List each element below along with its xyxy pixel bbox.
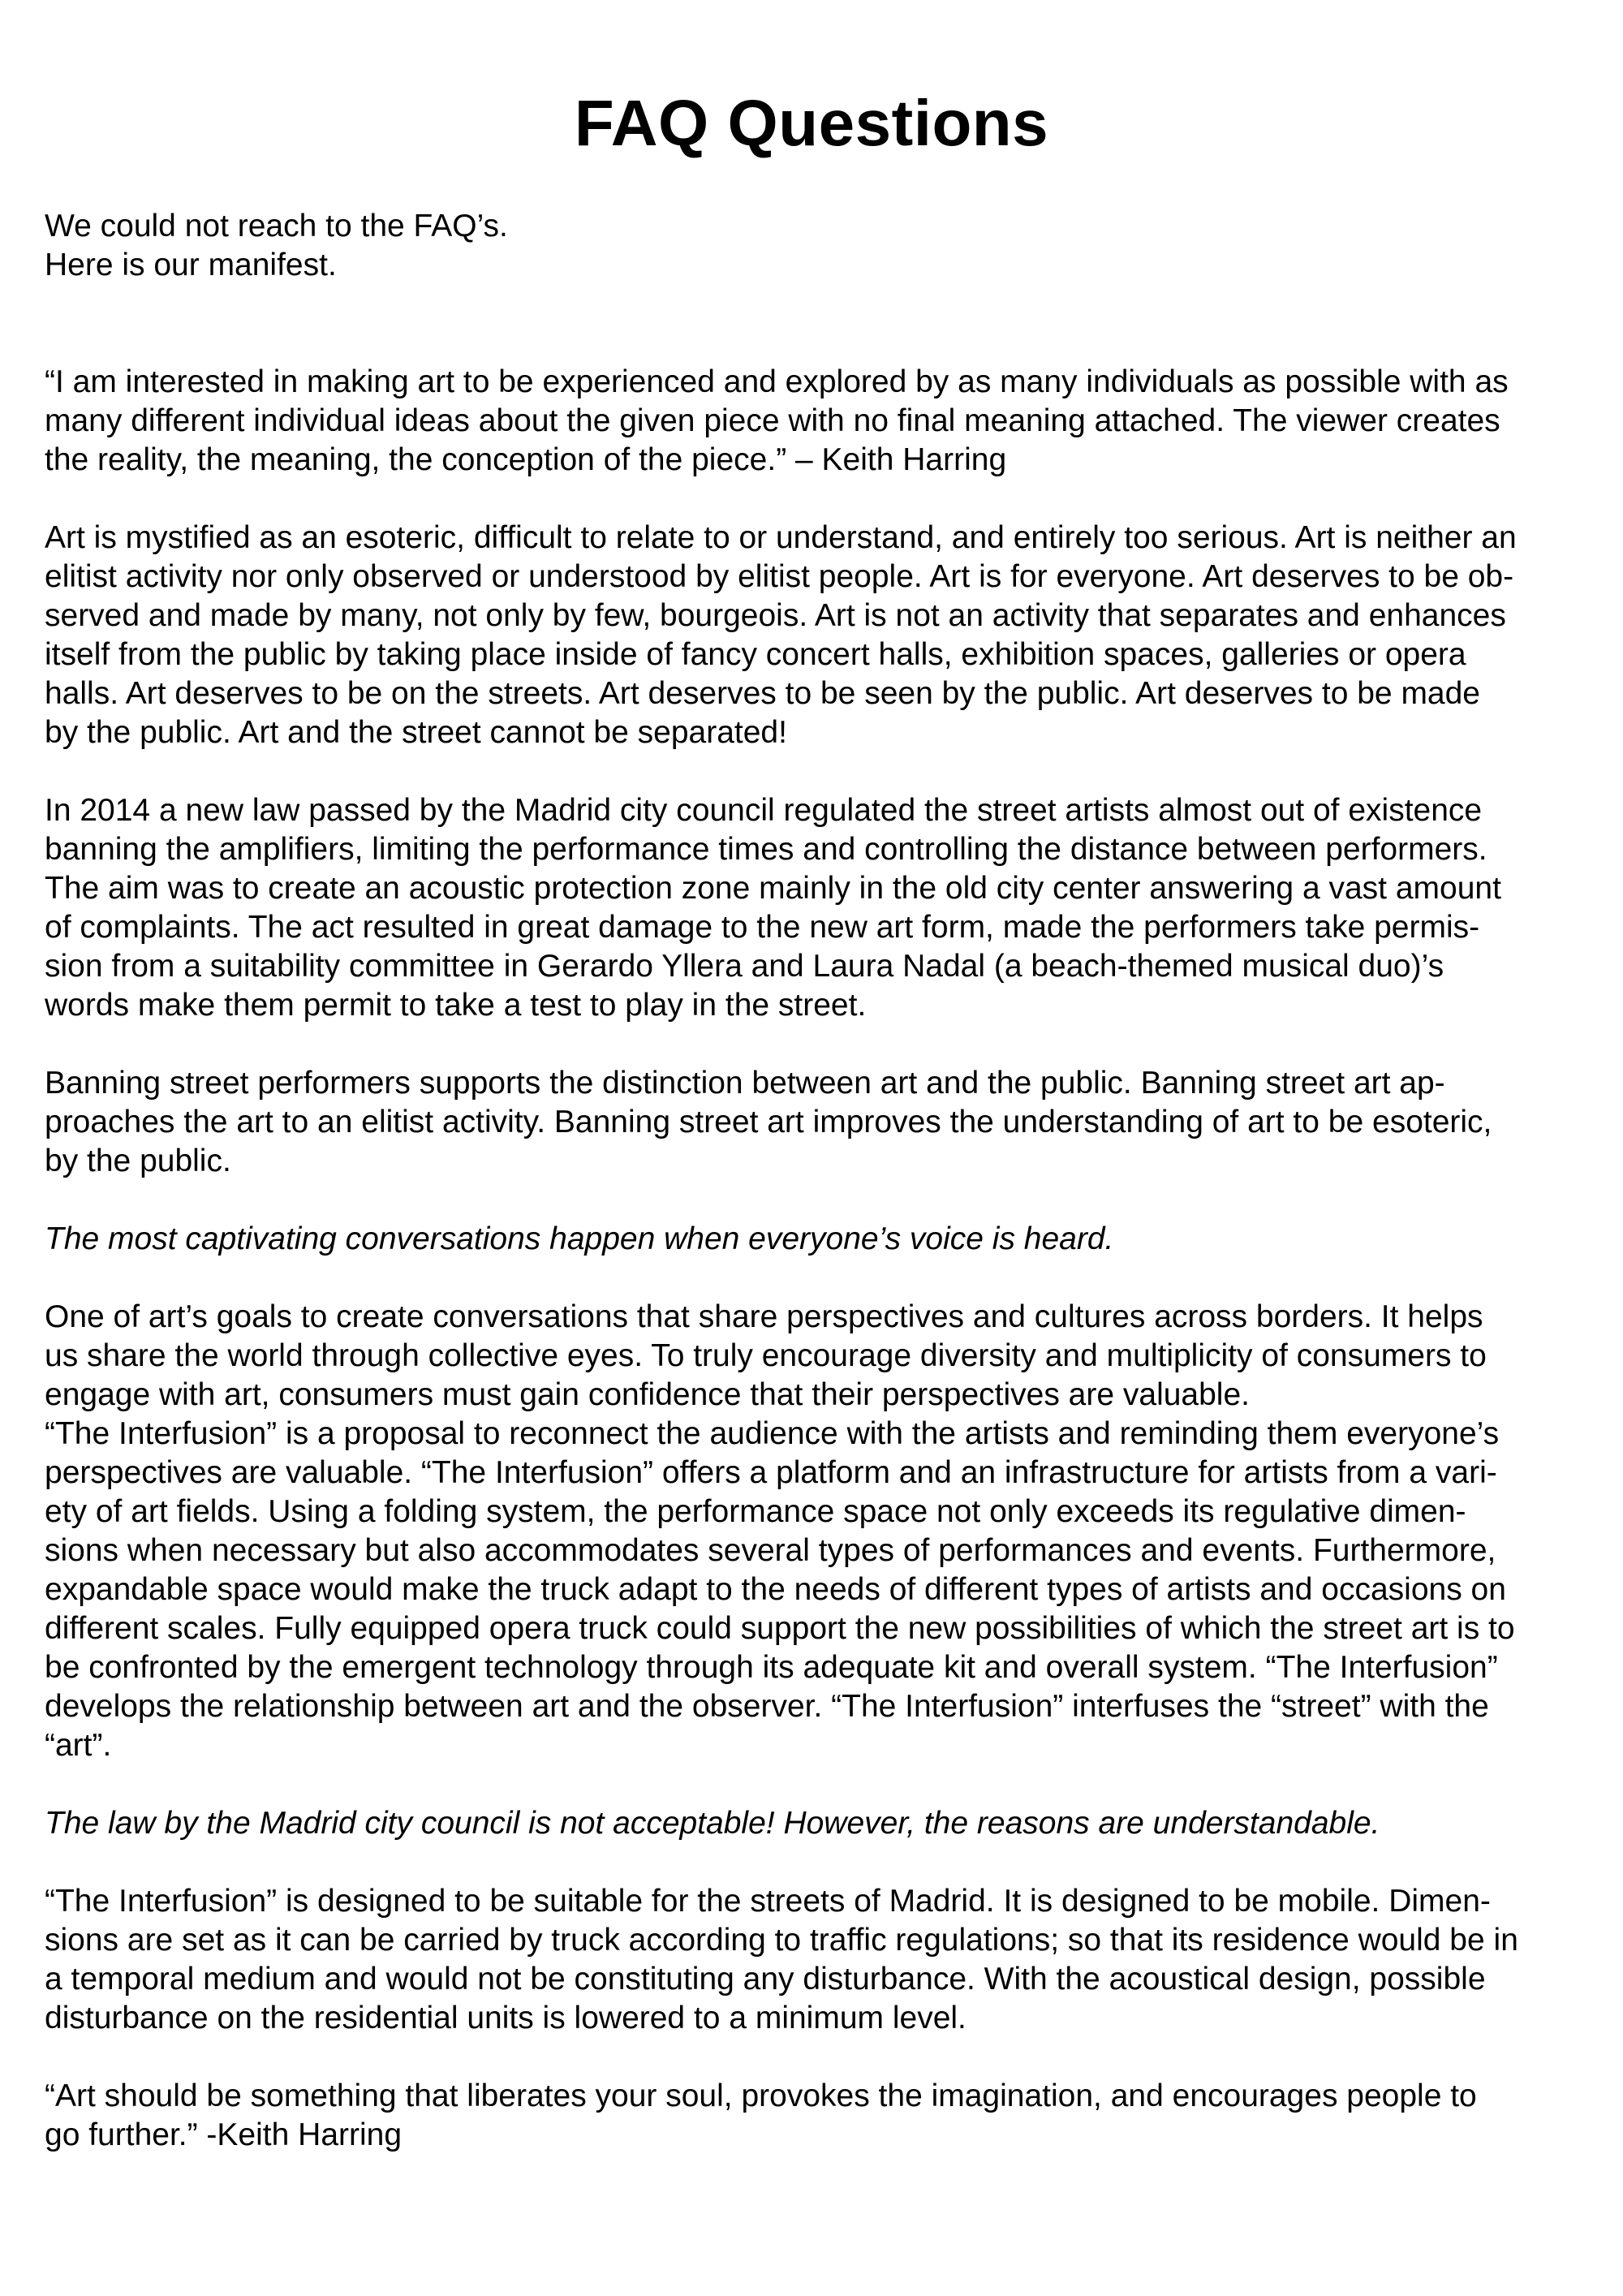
text-line: go further.” -Keith Harring <box>45 2117 403 2152</box>
text-line: be confronted by the emergent technology through its adequate kit and overall system. “The Interfusion” <box>45 1650 1498 1685</box>
text-line: perspectives are valuable. “The Interfusion” offers a platform and an infrastructure for artists from a vari- <box>45 1455 1497 1490</box>
text-line: words make them permit to take a test to play in the street. <box>45 988 867 1023</box>
italic-statement <box>45 1804 1586 1843</box>
text-line: halls. Art deserves to be on the streets. Art deserves to be seen by the public. Art deserves to be made <box>45 676 1480 711</box>
text-line: Art is mystified as an esoteric, difficult to relate to or understand, and entirely too serious. Art is neither an <box>45 520 1517 555</box>
text-line: One of art’s goals to create conversations that share perspectives and cultures across borders. It helps <box>45 1299 1483 1334</box>
spacer <box>45 1259 1586 1298</box>
spacer <box>45 285 1586 363</box>
text-line: proaches the art to an elitist activity. Banning street art improves the understanding of art to be esoteric, <box>45 1105 1492 1139</box>
text-line: “The Interfusion” is designed to be suitable for the streets of Madrid. It is designed to be mobile. Dimen- <box>45 1884 1491 1919</box>
spacer <box>45 752 1586 791</box>
text-line: by the public. <box>45 1144 231 1178</box>
page-title: FAQ Questions <box>574 87 1049 159</box>
text-line: The aim was to create an acoustic protection zone mainly in the old city center answering a vast amount <box>45 871 1501 906</box>
text-line: us share the world through collective eyes. To truly encourage diversity and multiplicity of consumers to <box>45 1338 1487 1373</box>
text-line: different scales. Fully equipped opera truck could support the new possibilities of which the street art is to <box>45 1611 1515 1646</box>
text-line: “art”. <box>45 1728 112 1763</box>
spacer <box>45 1181 1586 1220</box>
text-line: The most captivating conversations happen when everyone’s voice is heard. <box>45 1221 1114 1256</box>
quote-paragraph <box>45 2077 1586 2155</box>
text-line: Banning street performers supports the distinction between art and the public. Banning street art ap- <box>45 1066 1445 1101</box>
quote-paragraph <box>45 363 1586 480</box>
spacer <box>45 480 1586 519</box>
text-line: “The Interfusion” is a proposal to reconnect the audience with the artists and reminding them everyone’s <box>45 1416 1500 1451</box>
text-line: served and made by many, not only by few, bourgeois. Art is not an activity that separates and enhances <box>45 598 1506 633</box>
body-paragraph <box>45 519 1586 752</box>
intro-paragraph <box>45 207 1586 285</box>
text-line: of complaints. The act resulted in great damage to the new art form, made the performers take permis- <box>45 910 1480 945</box>
spacer <box>45 1025 1586 1064</box>
body-paragraph <box>45 1064 1586 1181</box>
document-body <box>45 207 1586 2155</box>
body-paragraph <box>45 791 1586 1025</box>
text-line: “Art should be something that liberates your soul, provokes the imagination, and encourages people to <box>45 2078 1477 2113</box>
text-line: ety of art fields. Using a folding system, the performance space not only exceeds its regulative dimen- <box>45 1494 1466 1529</box>
text-line: sions when necessary but also accommodates several types of performances and events. Furthermore, <box>45 1533 1496 1568</box>
text-line: expandable space would make the truck adapt to the needs of different types of artists and occasions on <box>45 1572 1506 1607</box>
intro-line: We could not reach to the FAQ’s. <box>45 209 508 243</box>
text-line: itself from the public by taking place inside of fancy concert halls, exhibition spaces, galleries or opera <box>45 637 1466 672</box>
spacer <box>45 1843 1586 1882</box>
text-line: develops the relationship between art and the observer. “The Interfusion” interfuses the “street” with the <box>45 1689 1489 1724</box>
text-line: banning the amplifiers, limiting the performance times and controlling the distance between performers. <box>45 832 1487 867</box>
text-line: sion from a suitability committee in Gerardo Yllera and Laura Nadal (a beach-themed musical duo)’s <box>45 949 1444 984</box>
text-line: engage with art, consumers must gain confidence that their perspectives are valuable. <box>45 1377 1250 1412</box>
intro-line: Here is our manifest. <box>45 248 337 282</box>
text-line: “I am interested in making art to be experienced and explored by as many individuals as possible with as <box>45 364 1509 399</box>
text-line: In 2014 a new law passed by the Madrid city council regulated the street artists almost out of existence <box>45 793 1483 828</box>
spacer <box>45 2038 1586 2077</box>
text-line: a temporal medium and would not be constituting any disturbance. With the acoustical design, possible <box>45 1962 1486 1997</box>
text-line: disturbance on the residential units is lowered to a minimum level. <box>45 2001 966 2035</box>
italic-statement <box>45 1220 1586 1259</box>
text-line: The law by the Madrid city council is not acceptable! However, the reasons are understandable. <box>45 1806 1380 1841</box>
body-paragraph <box>45 1298 1586 1765</box>
spacer <box>45 1765 1586 1804</box>
text-line: by the public. Art and the street cannot be separated! <box>45 715 787 750</box>
body-paragraph <box>45 1882 1586 2038</box>
text-line: the reality, the meaning, the conception of the piece.” – Keith Harring <box>45 442 1007 477</box>
text-line: elitist activity nor only observed or understood by elitist people. Art is for everyone. Art deserves to be ob- <box>45 559 1514 594</box>
text-line: many different individual ideas about the given piece with no final meaning attached. The viewer creates <box>45 403 1500 438</box>
text-line: sions are set as it can be carried by truck according to traffic regulations; so that its residence would be in <box>45 1923 1518 1958</box>
